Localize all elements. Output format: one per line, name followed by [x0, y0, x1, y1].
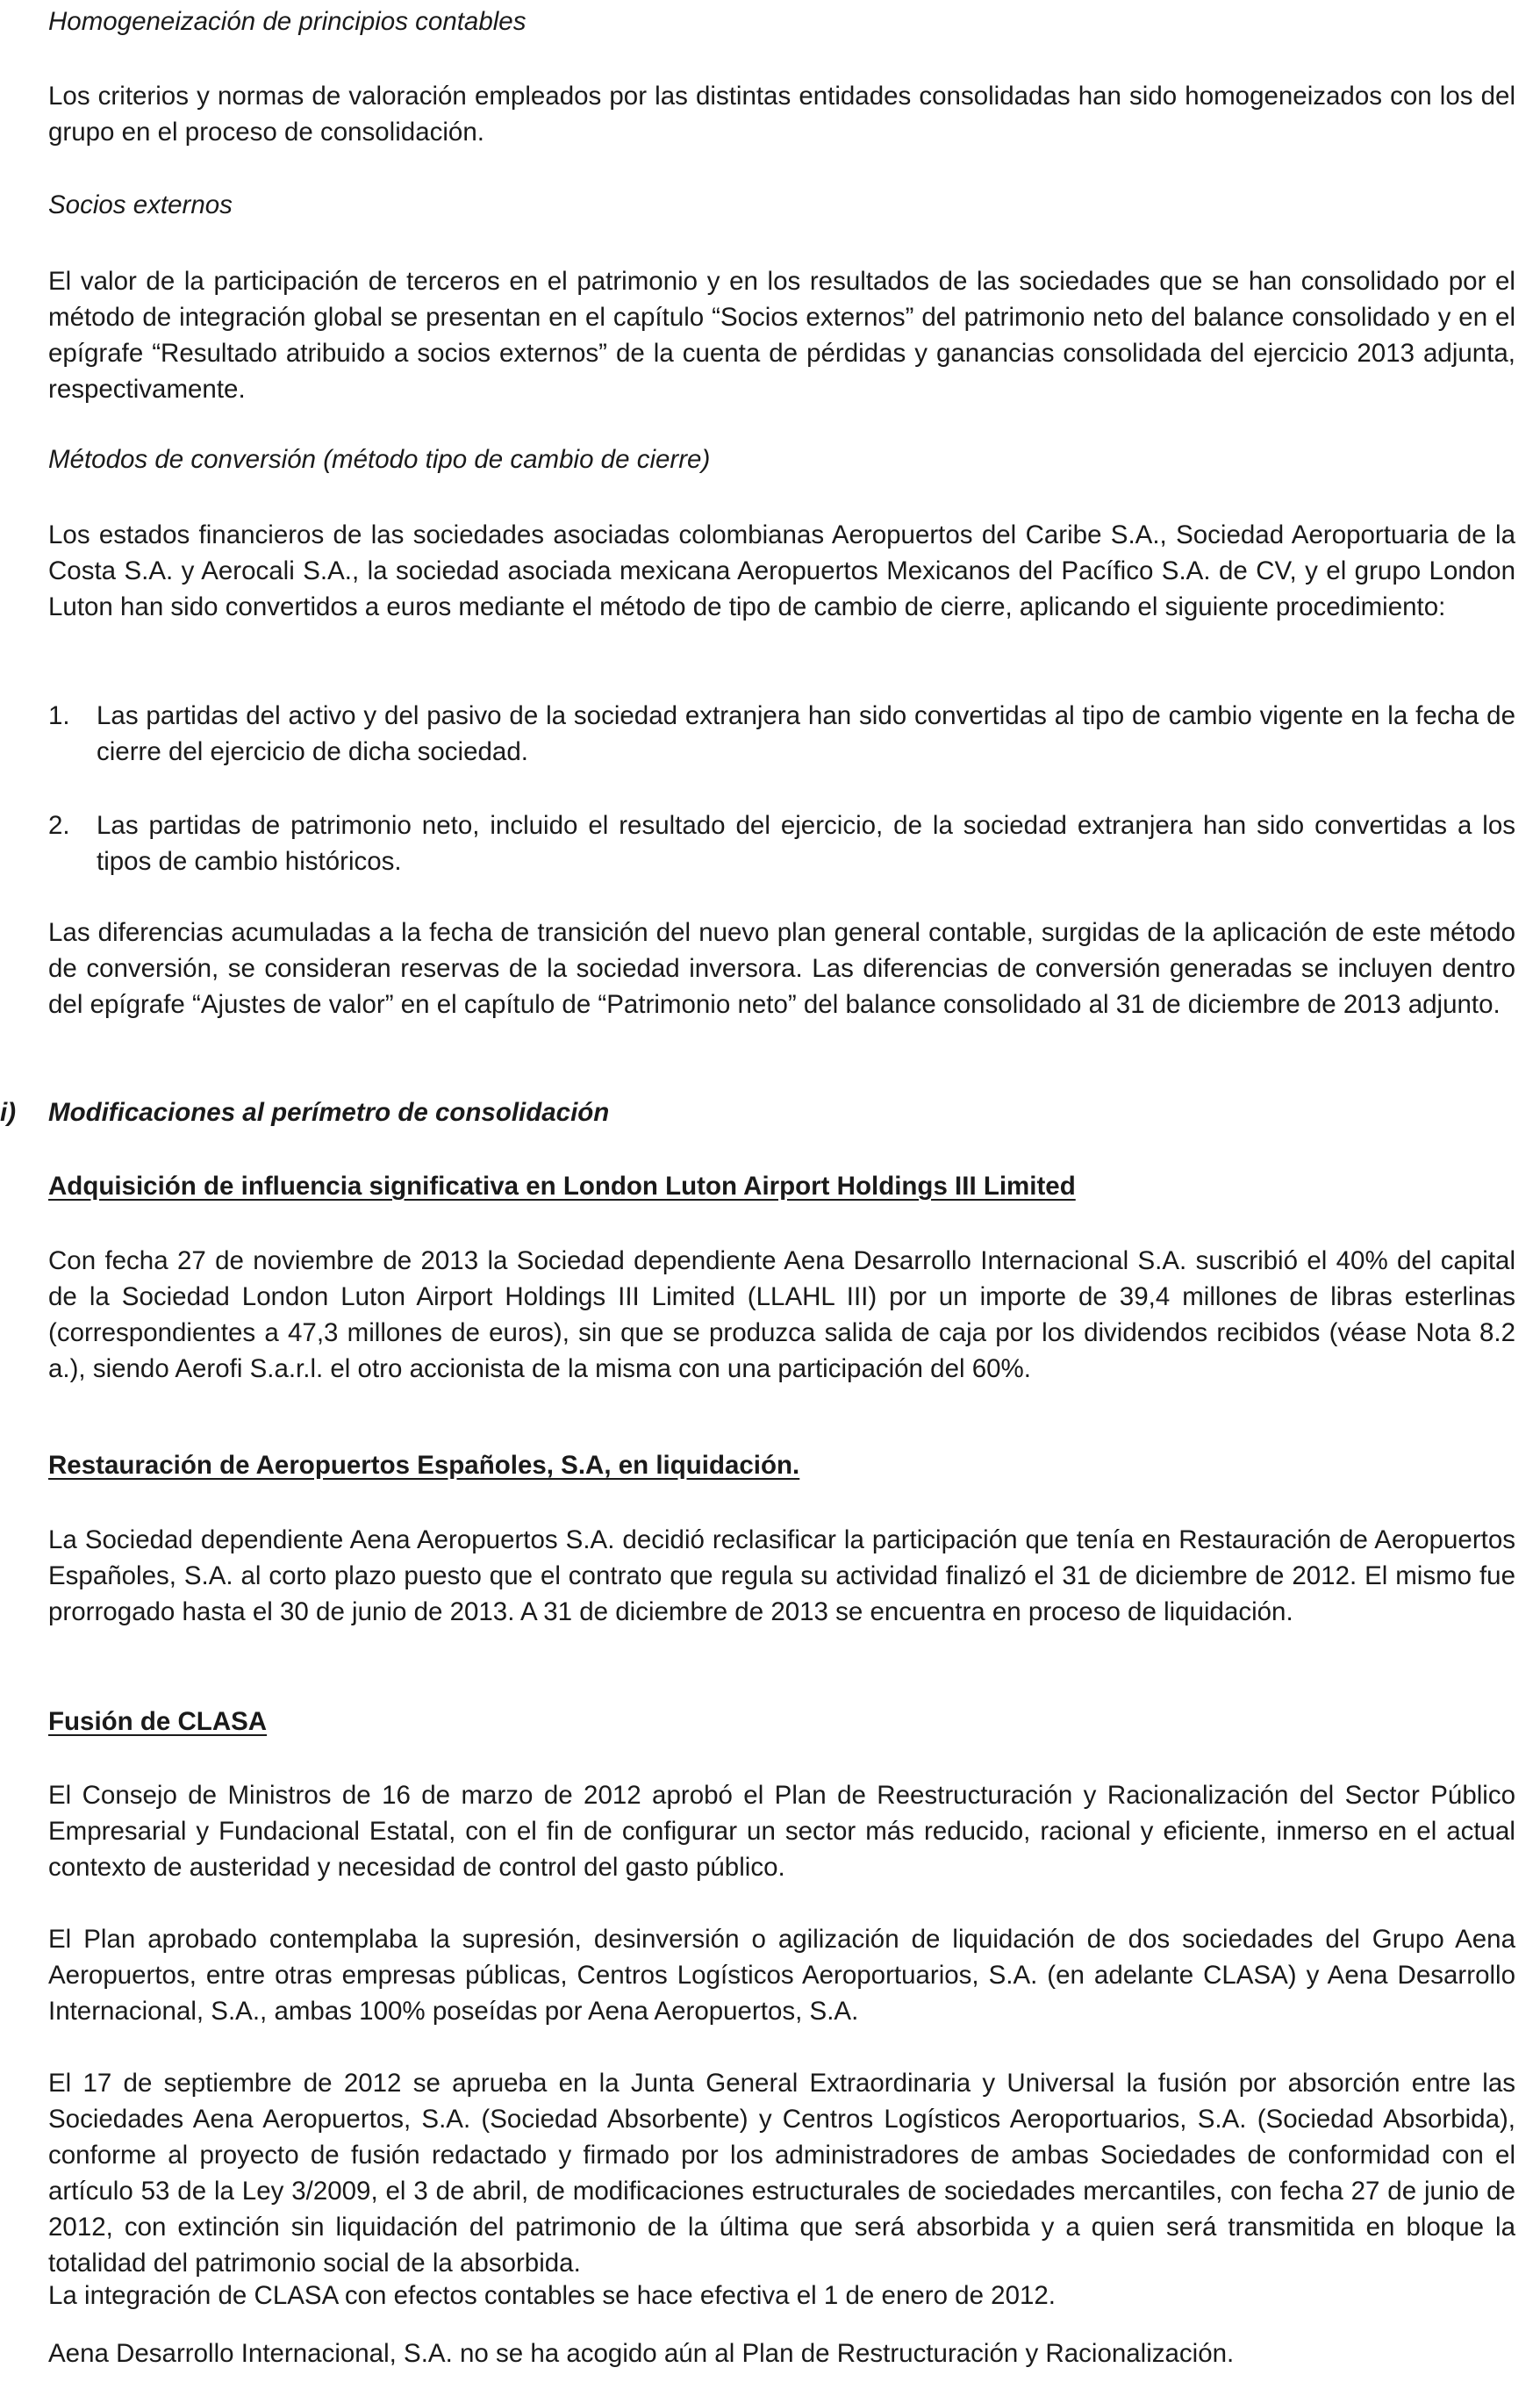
- paragraph-london-luton: Con fecha 27 de noviembre de 2013 la Sociedad dependiente Aena Desarrollo Internacional S.A. suscribió el 40% del capital de la Sociedad London Luton Airport Holdings III Limited (LLAHL III) por un importe de 39,4 millones de libras esterlinas (correspondientes a 47,3 millones de euros), sin que se produzca salida de caja por los dividendos recibidos (véase Nota 8.2 a.), siendo Aerofi S.a.r.l. el otro accionista de la misma con una participación del 60%.: [48, 1246, 1515, 1383]
- paragraph-socios-externos: El valor de la participación de terceros en el patrimonio y en los resultados de las sociedades que se han consolidado por el método de integración global se presentan en el capítulo “Socios externos” del patrimonio neto del balance consolidado y en el epígrafe “Resultado atribuido a socios externos” de la cuenta de pérdidas y ganancias consolidada del ejercicio 2013 adjunta, respectivamente.: [48, 267, 1515, 404]
- heading-socios-externos: Socios externos: [48, 190, 233, 219]
- heading-fusion-clasa: Fusión de CLASA: [48, 1707, 268, 1736]
- paragraph-homogeneizacion: Los criterios y normas de valoración empleados por las distintas entidades consolidadas han sido homogeneizados con los del grupo en el proceso de consolidación.: [48, 82, 1515, 147]
- list-item-number: 2.: [48, 811, 70, 840]
- paragraph-restauracion: La Sociedad dependiente Aena Aeropuertos S.A. decidió reclasificar la participación que tenía en Restauración de Aeropuertos Españoles, S.A. al corto plazo puesto que el contrato que regula su actividad finalizó el 31 de diciembre de 2012. El mismo fue prorrogado hasta el 30 de junio de 2013. A 31 de diciembre de 2013 se encuentra en proceso de liquidación.: [48, 1525, 1515, 1626]
- section-title: Modificaciones al perímetro de consolidación: [48, 1098, 610, 1127]
- paragraph-metodos-conversion: Los estados financieros de las sociedades asociadas colombianas Aeropuertos del Caribe S.A., Sociedad Aeroportuaria de la Costa S.A. y Aerocali S.A., la sociedad asociada mexicana Aeropuertos Mexicanos del Pacífico S.A. de CV, y el grupo London Luton han sido convertidos a euros mediante el método de tipo de cambio de cierre, aplicando el siguiente procedimiento:: [48, 520, 1515, 621]
- heading-restauracion: Restauración de Aeropuertos Españoles, S.A, en liquidación.: [48, 1451, 800, 1480]
- paragraph-clasa-fusion: El 17 de septiembre de 2012 se aprueba en la Junta General Extraordinaria y Universal la fusión por absorción entre las Sociedades Aena Aeropuertos, S.A. (Sociedad Absorbente) y Centros Logísticos Aeroportuarios, S.A. (Sociedad Absorbida), conforme al proyecto de fusión redactado y firmado por los administradores de ambas Sociedades de conformidad con el artículo 53 de la Ley 3/2009, el 3 de abril, de modificaciones estructurales de sociedades mercantiles, con fecha 27 de junio de 2012, con extinción sin liquidación del patrimonio de la última que será absorbida y a quien será transmitida en bloque la totalidad del patrimonio social de la absorbida.: [48, 2069, 1515, 2278]
- paragraph-diferencias-conversion: Las diferencias acumuladas a la fecha de transición del nuevo plan general contable, surgidas de la aplicación de este método de conversión, se consideran reservas de la sociedad inversora. Las diferencias de conversión generadas se incluyen dentro del epígrafe “Ajustes de valor” en el capítulo de “Patrimonio neto” del balance consolidado al 31 de diciembre de 2013 adjunto.: [48, 918, 1515, 1019]
- list-item-text: Las partidas de patrimonio neto, incluido el resultado del ejercicio, de la sociedad extranjera han sido convertidas a los tipos de cambio históricos.: [97, 811, 1515, 876]
- list-item-number: 1.: [48, 701, 70, 730]
- heading-london-luton: Adquisición de influencia significativa en London Luton Airport Holdings III Limited: [48, 1172, 1076, 1201]
- heading-homogeneizacion: Homogeneización de principios contables: [48, 7, 526, 36]
- paragraph-aena-desarrollo: Aena Desarrollo Internacional, S.A. no se ha acogido aún al Plan de Restructuración y Racionalización.: [48, 2339, 1235, 2368]
- paragraph-clasa-plan: El Consejo de Ministros de 16 de marzo de 2012 aprobó el Plan de Reestructuración y Racionalización del Sector Público Empresarial y Fundacional Estatal, con el fin de configurar un sector más reducido, racional y eficiente, inmerso en el actual contexto de austeridad y necesidad de control del gasto público.: [48, 1781, 1515, 1882]
- heading-metodos-conversion: Métodos de conversión (método tipo de cambio de cierre): [48, 445, 711, 474]
- paragraph-clasa-supresion: El Plan aprobado contemplaba la supresión, desinversión o agilización de liquidación de dos sociedades del Grupo Aena Aeropuertos, entre otras empresas públicas, Centros Logísticos Aeroportuarios, S.A. (en adelante CLASA) y Aena Desarrollo Internacional, S.A., ambas 100% poseídas por Aena Aeropuertos, S.A.: [48, 1925, 1515, 2026]
- paragraph-clasa-integracion: La integración de CLASA con efectos contables se hace efectiva el 1 de enero de 2012.: [48, 2281, 1057, 2310]
- list-item-text: Las partidas del activo y del pasivo de la sociedad extranjera han sido convertidas al tipo de cambio vigente en la fecha de cierre del ejercicio de dicha sociedad.: [97, 701, 1515, 766]
- section-letter: i): [0, 1098, 17, 1127]
